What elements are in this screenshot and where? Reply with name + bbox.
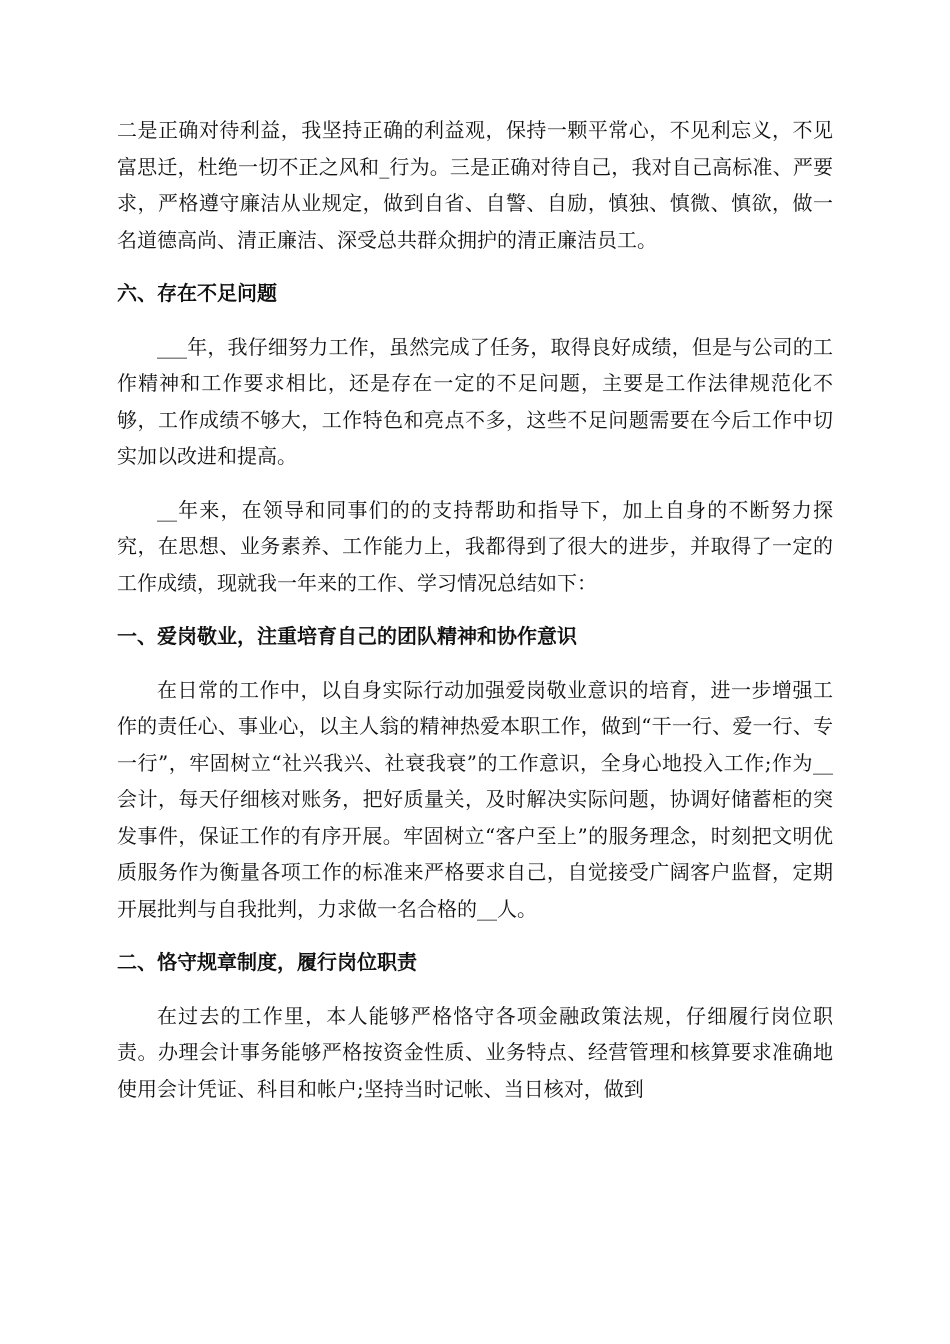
- section-heading-rules: 二、恪守规章制度，履行岗位职责: [117, 950, 417, 974]
- paragraph-integrity: 二是正确对待利益，我坚持正确的利益观，保持一颗平常心，不见利忘义，不见富思迁，杜绝一切不正之风和_行为。三是正确对待自己，我对自己高标准、严要求，严格遵守廉洁从业规定，做到自省、自警、自励，慎独、慎微、慎欲，做一名道德高尚、清正廉洁、深受总共群众拥护的清正廉洁员工。: [117, 118, 833, 252]
- paragraph-shortcomings: ___年，我仔细努力工作，虽然完成了任务，取得良好成绩，但是与公司的工作精神和工作要求相比，还是存在一定的不足问题，主要是工作法律规范化不够，工作成绩不够大，工作特色和亮点不多，这些不足问题需要在今后工作中切实加以改进和提高。: [117, 334, 833, 468]
- section-heading-shortcomings: 六、存在不足问题: [117, 281, 277, 305]
- paragraph-dedication: 在日常的工作中，以自身实际行动加强爱岗敬业意识的培育，进一步增强工作的责任心、事业心，以主人翁的精神热爱本职工作，做到“干一行、爱一行、专一行”，牢固树立“社兴我兴、社衰我衰”的工作意识，全身心地投入工作;作为__会计，每天仔细核对账务，把好质量关，及时解决实际问题，协调好储蓄柜的突发事件，保证工作的有序开展。牢固树立“客户至上”的服务理念，时刻把文明优质服务作为衡量各项工作的标准来严格要求自己，自觉接受广阔客户监督，定期开展批判与自我批判，力求做一名合格的__人。: [117, 677, 833, 921]
- section-heading-dedication: 一、爱岗敬业，注重培育自己的团队精神和协作意识: [117, 624, 577, 648]
- document-page: [117, 112, 833, 1124]
- paragraph-rules: 在过去的工作里，本人能够严格恪守各项金融政策法规，仔细履行岗位职责。办理会计事务能够严格按资金性质、业务特点、经营管理和核算要求准确地使用会计凭证、科目和帐户;坚持当时记帐、当日核对，做到: [117, 1003, 833, 1101]
- paragraph-summary-intro: __年来，在领导和同事们的的支持帮助和指导下，加上自身的不断努力探究，在思想、业务素养、工作能力上，我都得到了很大的进步，并取得了一定的工作成绩，现就我一年来的工作、学习情况总结如下：: [117, 497, 833, 595]
